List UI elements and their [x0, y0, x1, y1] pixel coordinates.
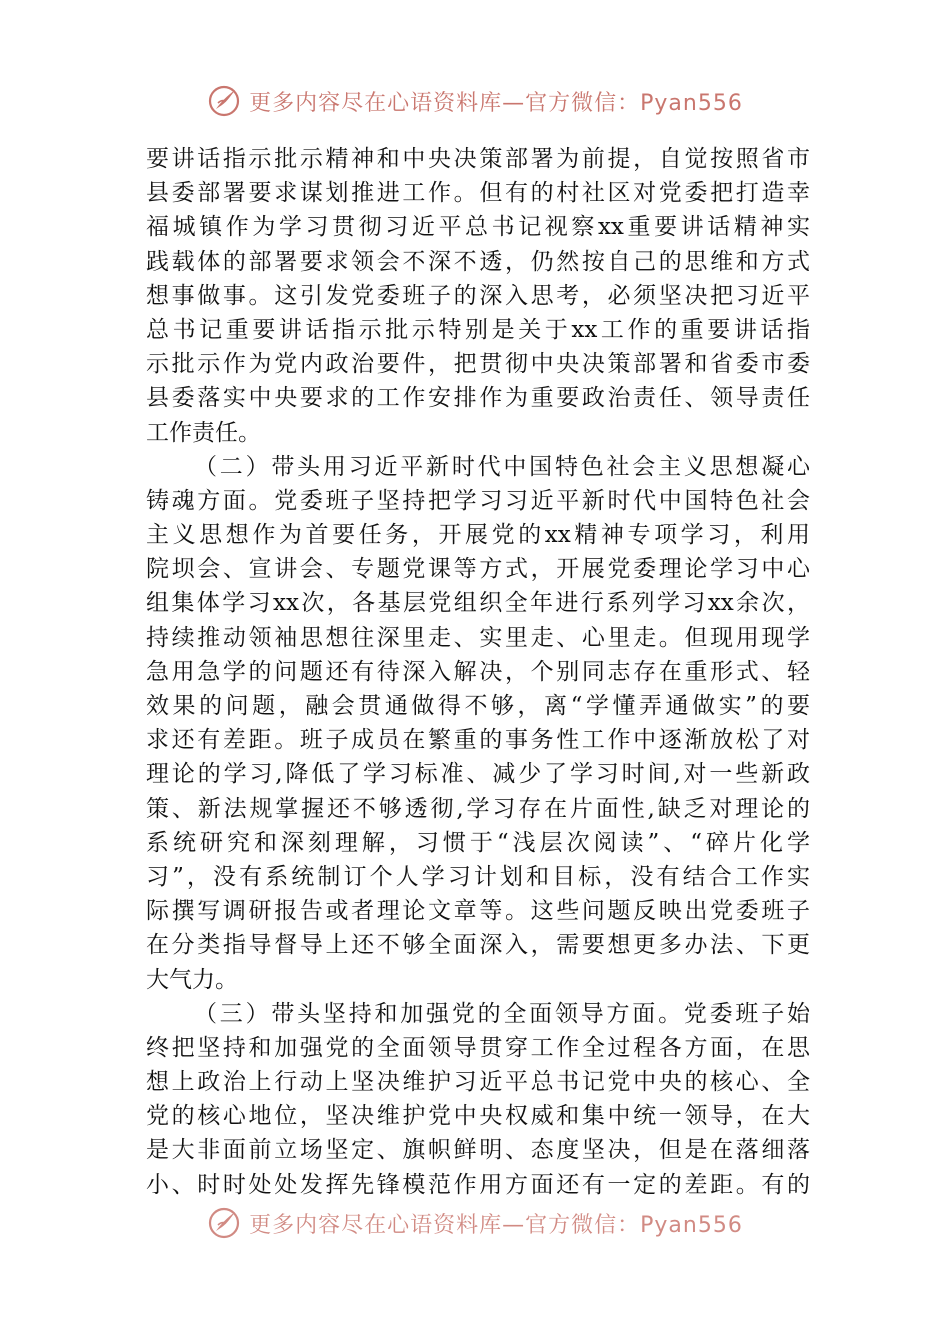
text-line: 工作责任。 [146, 419, 261, 446]
watermark-text: 更多内容尽在心语资料库—官方微信：Pyan556 [249, 1212, 743, 1238]
text-line: 院坝会、宣讲会、专题党课等方式，开展党委理论学习中心 [146, 556, 810, 583]
text-line: 急用急学的问题还有待深入解决，个别同志存在重形式、轻 [146, 658, 810, 685]
text-line: 总书记重要讲话指示批示特别是关于xx工作的重要讲话指 [146, 316, 810, 343]
text-line: 在分类指导督导上还不够全面深入，需要想更多办法、下更 [146, 932, 810, 959]
section-heading-line: （二）带头用习近平新时代中国特色社会主义思想凝心 [194, 453, 810, 480]
quill-logo-icon [207, 84, 241, 118]
footer-watermark [0, 1206, 950, 1240]
section-heading-line: （三）带头坚持和加强党的全面领导方面。党委班子始 [194, 1000, 810, 1027]
text-line: 铸魂方面。党委班子坚持把学习习近平新时代中国特色社会 [146, 487, 810, 514]
watermark-text: 更多内容尽在心语资料库—官方微信：Pyan556 [249, 90, 743, 116]
text-line: 系统研究和深刻理解，习惯于“浅层次阅读”、“碎片化学 [146, 829, 810, 856]
text-line: 县委落实中央要求的工作安排作为重要政治责任、领导责任 [146, 385, 810, 412]
text-line: 小、时时处处发挥先锋模范作用方面还有一定的差距。有的 [146, 1171, 810, 1198]
text-line: 践载体的部署要求领会不深不透，仍然按自己的思维和方式 [146, 248, 810, 275]
text-line: 想上政治上行动上坚决维护习近平总书记党中央的核心、全 [146, 1069, 810, 1096]
text-line: 大气力。 [146, 966, 238, 993]
header-watermark [0, 84, 950, 118]
paragraph-section-2 [146, 450, 810, 997]
text-line: 组集体学习xx次，各基层党组织全年进行系列学习xx余次， [146, 590, 810, 617]
text-line: 想事做事。这引发党委班子的深入思考，必须坚决把习近平 [146, 282, 810, 309]
text-line: 是大非面前立场坚定、旗帜鲜明、态度坚决，但是在落细落 [146, 1137, 810, 1164]
text-line: 理论的学习,降低了学习标准、减少了学习时间,对一些新政 [146, 761, 810, 788]
text-line: 求还有差距。班子成员在繁重的事务性工作中逐渐放松了对 [146, 727, 810, 754]
text-line: 持续推动领袖思想往深里走、实里走、心里走。但现用现学 [146, 624, 810, 651]
text-line: 习”，没有系统制订个人学习计划和目标，没有结合工作实 [146, 863, 810, 890]
text-line: 终把坚持和加强党的全面领导贯穿工作全过程各方面，在思 [146, 1034, 810, 1061]
paragraph-section-3 [146, 997, 810, 1202]
paragraph-continuation [146, 142, 810, 450]
text-line: 际撰写调研报告或者理论文章等。这些问题反映出党委班子 [146, 898, 810, 925]
quill-logo-icon [207, 1206, 241, 1240]
document-body [146, 142, 810, 1202]
text-line: 县委部署要求谋划推进工作。但有的村社区对党委把打造幸 [146, 180, 810, 207]
text-line: 福城镇作为学习贯彻习近平总书记视察xx重要讲话精神实 [146, 214, 810, 241]
text-line: 党的核心地位，坚决维护党中央权威和集中统一领导，在大 [146, 1103, 810, 1130]
text-line: 示批示作为党内政治要件，把贯彻中央决策部署和省委市委 [146, 351, 810, 378]
text-line: 策、新法规掌握还不够透彻,学习存在片面性,缺乏对理论的 [146, 795, 810, 822]
text-line: 要讲话指示批示精神和中央决策部署为前提，自觉按照省市 [146, 146, 810, 172]
text-line: 主义思想作为首要任务，开展党的xx精神专项学习，利用 [146, 522, 810, 549]
text-line: 效果的问题，融会贯通做得不够，离“学懂弄通做实”的要 [146, 693, 810, 719]
